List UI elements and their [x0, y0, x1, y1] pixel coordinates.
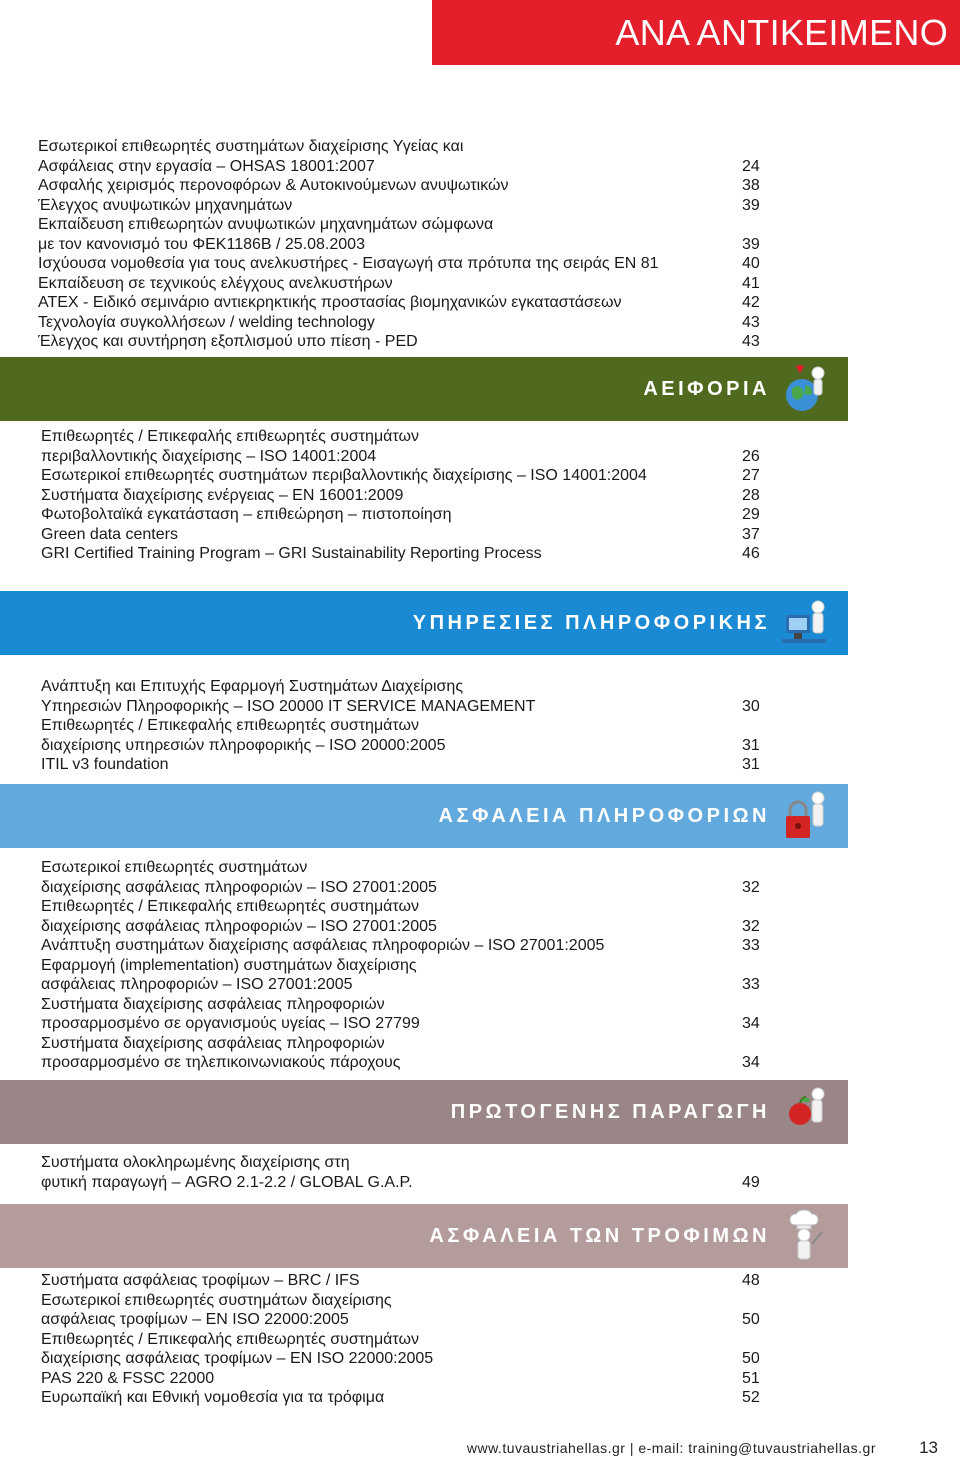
primary-production-course-list	[0, 1153, 960, 1192]
list-item	[41, 544, 782, 564]
course-title: Εσωτερικοί επιθεωρητές συστημάτων διαχείρισης	[41, 1291, 392, 1309]
section-tab	[834, 1080, 848, 1144]
course-page-number: 24	[742, 157, 760, 175]
course-title: Επιθεωρητές / Επικεφαλής επιθεωρητές συστημάτων	[41, 428, 419, 445]
course-title: Ανάπτυξη συστημάτων διαχείρισης ασφάλειας πληροφοριών – ISO 27001:2005	[41, 937, 605, 954]
course-title: Συστήματα διαχείρισης ενέργειας – ΕΝ 16001:2009	[41, 486, 404, 504]
course-title: Εσωτερικοί επιθεωρητές συστημάτων	[41, 859, 308, 876]
course-page-number: 28	[742, 486, 760, 504]
course-page-number: 30	[742, 697, 760, 715]
list-item	[41, 505, 782, 525]
course-title: Επιθεωρητές / Επικεφαλής επιθεωρητές συστημάτων	[41, 1330, 419, 1348]
section-title-primary-production: ΠΡΩΤΟΓΕΝΗΣ ΠΑΡΑΓΩΓΗ	[450, 1101, 770, 1123]
list-item	[41, 1330, 782, 1350]
information-security-course-list	[0, 858, 960, 1073]
course-page-number: 29	[742, 506, 760, 523]
list-item	[41, 1053, 782, 1073]
course-page-number: 39	[742, 235, 760, 253]
list-item	[41, 1310, 782, 1330]
course-page-number: 31	[742, 756, 760, 773]
list-item	[41, 1034, 782, 1054]
list-item	[41, 427, 782, 447]
list-item	[41, 1173, 782, 1193]
course-page-number: 34	[742, 1015, 760, 1032]
page-footer	[0, 1440, 960, 1460]
list-item	[38, 176, 782, 196]
course-page-number: 33	[742, 937, 760, 954]
list-item	[41, 1271, 782, 1291]
section-tab	[834, 357, 848, 421]
course-page-number: 51	[742, 1369, 760, 1387]
list-item	[41, 956, 782, 976]
list-item	[41, 878, 782, 898]
section-tab	[834, 784, 848, 848]
course-page-number: 42	[742, 294, 760, 311]
course-title: με τον κανονισμό του ΦΕΚ1186Β / 25.08.2003	[38, 235, 365, 253]
globe-figure-icon	[778, 361, 832, 417]
section-band-sustainability	[0, 357, 848, 421]
course-page-number: 50	[742, 1350, 760, 1367]
course-title: διαχείρισης ασφάλειας πληροφοριών – ISO 27001:2005	[41, 878, 437, 896]
course-page-number: 41	[742, 274, 760, 292]
list-item	[41, 858, 782, 878]
section-tab	[834, 1204, 848, 1268]
section-band-information-security	[0, 784, 848, 848]
course-page-number: 34	[742, 1054, 760, 1071]
list-item	[41, 697, 782, 717]
course-title: ATEX - Ειδικό σεμινάριο αντιεκρηκτικής προστασίας βιομηχανικών εγκαταστάσεων	[38, 294, 622, 311]
course-page-number: 40	[742, 255, 760, 272]
course-title: Εφαρμογή (implementation) συστημάτων διαχείρισης	[41, 956, 417, 974]
course-title: Συστήματα ολοκληρωμένης διαχείρισης στη	[41, 1154, 350, 1171]
course-title: Ασφαλής χειρισμός περονοφόρων & Αυτοκινούμενων ανυψωτικών	[38, 177, 509, 194]
course-title: διαχείρισης ασφάλειας τροφίμων – ΕΝ ISO 22000:2005	[41, 1350, 434, 1367]
course-page-number: 43	[742, 313, 760, 331]
course-page-number: 48	[742, 1272, 760, 1289]
section-title-sustainability: ΑΕΙΦΟΡΙΑ	[643, 378, 770, 400]
course-title: Επιθεωρητές / Επικεφαλής επιθεωρητές συστημάτων	[41, 898, 419, 915]
course-title: Εσωτερικοί επιθεωρητές συστημάτων περιβαλλοντικής διαχείρισης – ISO 14001:2004	[41, 467, 647, 484]
course-page-number: 33	[742, 976, 760, 993]
list-item	[41, 1388, 782, 1408]
list-item	[41, 995, 782, 1015]
list-item	[41, 1014, 782, 1034]
course-title: Συστήματα διαχείρισης ασφάλειας πληροφοριών	[41, 995, 385, 1013]
computer-figure-icon	[778, 595, 832, 651]
page-title: ΑΝΑ ΑΝΤΙΚΕΙΜΕΝΟ	[615, 12, 948, 53]
course-page-number: 50	[742, 1311, 760, 1328]
course-title: Τεχνολογία συγκολλήσεων / welding technology	[38, 313, 375, 331]
list-item	[41, 1369, 782, 1389]
page-header-banner	[432, 0, 960, 65]
course-title: Έλεγχος και συντήρηση εξοπλισμού υπο πίεση - PED	[38, 333, 418, 350]
list-item	[38, 274, 782, 294]
list-item	[38, 157, 782, 177]
course-title: Εσωτερικοί επιθεωρητές συστημάτων διαχείρισης Υγείας και	[38, 138, 464, 155]
course-title: Εκπαίδευση επιθεωρητών ανυψωτικών μηχανημάτων σώμφωνα	[38, 216, 494, 233]
padlock-figure-icon	[778, 788, 832, 844]
list-item	[41, 447, 782, 467]
list-item	[41, 1153, 782, 1173]
course-page-number: 32	[742, 917, 760, 935]
section-title-it-services: ΥΠΗΡΕΣΙΕΣ ΠΛΗΡΟΦΟΡΙΚΗΣ	[412, 612, 770, 634]
list-item	[38, 196, 782, 216]
course-title: ασφάλειας πληροφοριών – ISO 27001:2005	[41, 976, 353, 993]
course-title: προσαρμοσμένο σε τηλεπικοινωνιακούς πάροχους	[41, 1054, 401, 1071]
list-item	[38, 313, 782, 333]
list-item	[41, 525, 782, 545]
list-item	[41, 486, 782, 506]
section-band-it-services	[0, 591, 848, 655]
course-title: Ασφάλειας στην εργασία – OHSAS 18001:2007	[38, 157, 375, 175]
list-item	[41, 677, 782, 697]
list-item	[38, 137, 782, 157]
section-band-primary-production	[0, 1080, 848, 1144]
course-title: Ισχύουσα νομοθεσία για τους ανελκυστήρες - Εισαγωγή στα πρότυπα της σειράς ΕΝ 81	[38, 255, 659, 272]
apple-figure-icon	[778, 1084, 832, 1140]
course-page-number: 31	[742, 736, 760, 754]
footer-contact[interactable]: www.tuvaustriahellas.gr | e-mail: training@tuvaustriahellas.gr	[466, 1440, 876, 1456]
course-title: Ευρωπαϊκή και Εθνική νομοθεσία για τα τρόφιμα	[41, 1389, 385, 1406]
page-number: 13	[919, 1438, 938, 1457]
course-page-number: 27	[742, 467, 760, 484]
health-safety-course-list	[0, 137, 960, 352]
section-tab	[834, 591, 848, 655]
course-title: διαχείρισης ασφάλειας πληροφοριών – ISO 27001:2005	[41, 917, 437, 935]
list-item	[38, 254, 782, 274]
course-title: φυτική παραγωγή – AGRO 2.1-2.2 / GLOBAL G.A.P.	[41, 1173, 413, 1191]
course-title: περιβαλλοντικής διαχείρισης – ISO 14001:2004	[41, 447, 377, 465]
it-services-course-list	[0, 677, 960, 775]
list-item	[41, 466, 782, 486]
course-title: PAS 220 & FSSC 22000	[41, 1369, 215, 1387]
course-title: ITIL v3 foundation	[41, 756, 169, 773]
list-item	[38, 235, 782, 255]
course-title: Επιθεωρητές / Επικεφαλής επιθεωρητές συστημάτων	[41, 717, 419, 734]
course-title: Εκπαίδευση σε τεχνικούς ελέγχους ανελκυστήρων	[38, 274, 393, 292]
chef-figure-icon	[778, 1208, 832, 1264]
section-title-information-security: ΑΣΦΑΛΕΙΑ ΠΛΗΡΟΦΟΡΙΩΝ	[438, 805, 770, 827]
course-page-number: 37	[742, 525, 760, 543]
list-item	[41, 755, 782, 775]
course-page-number: 46	[742, 545, 760, 562]
course-title: Υπηρεσιών Πληροφορικής – ISO 20000 IT SERVICE MANAGEMENT	[41, 697, 536, 715]
list-item	[41, 1349, 782, 1369]
section-band-food-safety	[0, 1204, 848, 1268]
course-title: Φωτοβολταϊκά εγκατάσταση – επιθεώρηση – πιστοποίηση	[41, 506, 452, 523]
list-item	[41, 917, 782, 937]
course-page-number: 32	[742, 878, 760, 896]
course-title: GRI Certified Training Program – GRI Sustainability Reporting Process	[41, 545, 542, 562]
course-page-number: 26	[742, 447, 760, 465]
course-page-number: 49	[742, 1173, 760, 1191]
section-title-food-safety: ΑΣΦΑΛΕΙΑ ΤΩΝ ΤΡΟΦΙΜΩΝ	[429, 1225, 770, 1247]
list-item	[41, 975, 782, 995]
course-page-number: 38	[742, 177, 760, 194]
sustainability-course-list	[0, 427, 960, 564]
course-page-number: 52	[742, 1389, 760, 1406]
course-title: Συστήματα διαχείρισης ασφάλειας πληροφοριών	[41, 1034, 385, 1052]
course-title: Συστήματα ασφάλειας τροφίμων – BRC / IFS	[41, 1272, 360, 1289]
course-title: ασφάλειας τροφίμων – ΕΝ ISO 22000:2005	[41, 1311, 349, 1328]
list-item	[38, 215, 782, 235]
list-item	[41, 897, 782, 917]
list-item	[41, 936, 782, 956]
list-item	[41, 716, 782, 736]
list-item	[38, 293, 782, 313]
food-safety-course-list	[0, 1271, 960, 1408]
course-page-number: 43	[742, 333, 760, 350]
course-title: Ανάπτυξη και Επιτυχής Εφαρμογή Συστημάτων Διαχείρισης	[41, 678, 464, 695]
course-title: Έλεγχος ανυψωτικών μηχανημάτων	[38, 196, 293, 214]
list-item	[41, 736, 782, 756]
course-title: Green data centers	[41, 525, 178, 543]
list-item	[38, 332, 782, 352]
course-title: διαχείρισης υπηρεσιών πληροφορικής – ISO 20000:2005	[41, 736, 446, 754]
course-title: προσαρμοσμένο σε οργανισμούς υγείας – ISO 27799	[41, 1015, 420, 1032]
course-page-number: 39	[742, 196, 760, 214]
list-item	[41, 1291, 782, 1311]
